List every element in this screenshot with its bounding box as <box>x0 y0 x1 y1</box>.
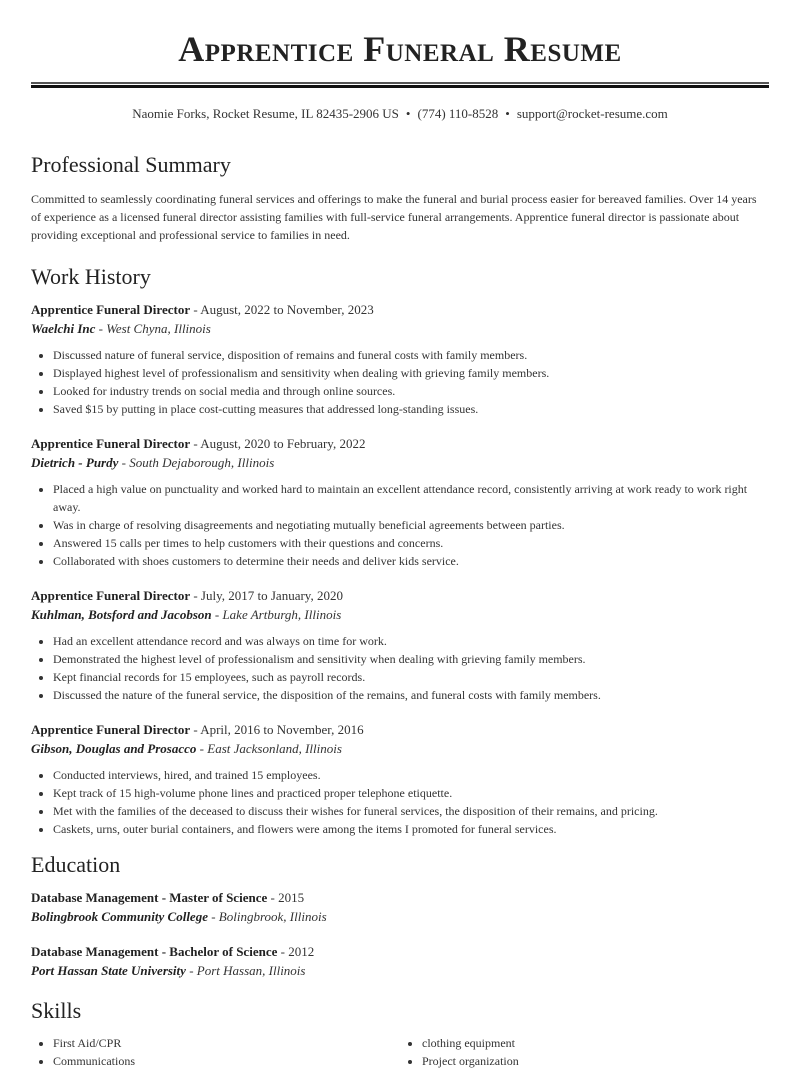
list-item: • Kept financial records for 15 employees, such as payroll records. <box>53 668 769 686</box>
list-item: • Discussed the nature of the funeral service, the disposition of the remains, and funeral costs with family members. <box>53 686 769 704</box>
education-school: Bolingbrook Community College <box>31 909 208 924</box>
job-bullets <box>31 632 769 704</box>
education-year: - 2012 <box>277 944 315 959</box>
job-company-line <box>31 319 769 338</box>
skill-item: • First Aid/CPR <box>53 1034 400 1052</box>
contact-phone: (774) 110-8528 <box>417 106 499 121</box>
job-title: Apprentice Funeral Director <box>31 588 191 603</box>
skill-item: • clothing equipment <box>422 1034 769 1052</box>
section-heading-skills: Skills <box>31 998 82 1023</box>
job-location: - East Jacksonland, Illinois <box>196 741 342 756</box>
section-heading-summary: Professional Summary <box>31 152 231 177</box>
job-location: - Lake Artburgh, Illinois <box>211 607 342 622</box>
skills-list <box>31 1034 769 1070</box>
education-school-line <box>31 961 769 980</box>
job-header <box>31 434 769 453</box>
education-location: - Bolingbrook, Illinois <box>207 909 327 924</box>
list-item: • Conducted interviews, hired, and trained 15 employees. <box>53 766 769 784</box>
education-entry <box>31 942 769 980</box>
job-company-line <box>31 605 769 624</box>
job-dates: - August, 2020 to February, 2022 <box>190 436 366 451</box>
job-entry <box>31 720 769 838</box>
job-company: Gibson, Douglas and Prosacco <box>31 741 197 756</box>
education-location: - Port Hassan, Illinois <box>185 963 306 978</box>
education-school-line <box>31 907 769 926</box>
job-bullets <box>31 766 769 838</box>
job-dates: - April, 2016 to November, 2016 <box>190 722 364 737</box>
job-header <box>31 300 769 319</box>
contact-address: Naomie Forks, Rocket Resume, IL 82435-2906 US <box>132 106 399 121</box>
skills-column-right <box>400 1034 769 1070</box>
job-dates: - August, 2022 to November, 2023 <box>190 302 374 317</box>
list-item: • Kept track of 15 high-volume phone lines and practiced proper telephone etiquette. <box>53 784 769 802</box>
list-item: • Had an excellent attendance record and was always on time for work. <box>53 632 769 650</box>
job-header <box>31 720 769 739</box>
job-location: - South Dejaborough, Illinois <box>118 455 275 470</box>
education-year: - 2015 <box>267 890 305 905</box>
job-company: Kuhlman, Botsford and Jacobson <box>31 607 212 622</box>
job-entry <box>31 434 769 570</box>
skills-column-left <box>31 1034 400 1070</box>
list-item: • Looked for industry trends on social media and through online sources. <box>53 382 769 400</box>
contact-email[interactable]: support@rocket-resume.com <box>516 106 668 121</box>
job-entry <box>31 586 769 704</box>
job-title: Apprentice Funeral Director <box>31 722 191 737</box>
education-school: Port Hassan State University <box>31 963 186 978</box>
education-degree-line <box>31 888 769 907</box>
education-degree: Database Management - Bachelor of Science <box>31 944 278 959</box>
list-item: • Answered 15 calls per times to help customers with their questions and concerns. <box>53 534 769 552</box>
section-heading-work-history: Work History <box>31 264 151 289</box>
contact-separator: • <box>405 106 411 121</box>
list-item: • Collaborated with shoes customers to determine their needs and deliver kids service. <box>53 552 769 570</box>
education-degree: Database Management - Master of Science <box>31 890 268 905</box>
education-entry <box>31 888 769 926</box>
job-title: Apprentice Funeral Director <box>31 436 191 451</box>
job-company: Waelchi Inc <box>31 321 96 336</box>
title-divider <box>31 82 769 88</box>
list-item: • Caskets, urns, outer burial containers, and flowers were among the items I promoted for funeral services. <box>53 820 769 838</box>
education-degree-line <box>31 942 769 961</box>
list-item: • Displayed highest level of professionalism and sensitivity when dealing with grieving family members. <box>53 364 769 382</box>
job-bullets <box>31 346 769 418</box>
skill-item: • Project organization <box>422 1052 769 1070</box>
job-company-line <box>31 739 769 758</box>
list-item: • Saved $15 by putting in place cost-cutting measures that addressed long-standing issues. <box>53 400 769 418</box>
job-location: - West Chyna, Illinois <box>95 321 211 336</box>
contact-line <box>31 105 769 123</box>
job-company-line <box>31 453 769 472</box>
job-header <box>31 586 769 605</box>
job-dates: - July, 2017 to January, 2020 <box>190 588 343 603</box>
contact-separator: • <box>505 106 510 121</box>
list-item: • Demonstrated the highest level of professionalism and sensitivity when dealing with grieving family members. <box>53 650 769 668</box>
resume-title: Apprentice Funeral Resume <box>178 29 622 69</box>
job-bullets <box>31 480 769 570</box>
list-item: • Was in charge of resolving disagreements and negotiating mutually beneficial agreements between parties. <box>53 516 769 534</box>
summary-text: Committed to seamlessly coordinating funeral services and offerings to make the funeral and burial process easier for bereaved families. Over 14 years of experience as a licensed funeral director assisting families with full-service funeral arrangements. Apprentice funeral director is passionate about providing exceptional and professional service to families in need. <box>31 192 757 242</box>
job-title: Apprentice Funeral Director <box>31 302 191 317</box>
section-heading-education: Education <box>31 852 121 877</box>
job-entry <box>31 300 769 418</box>
list-item: • Met with the families of the deceased to discuss their wishes for funeral services, the disposition of their remains, and pricing. <box>53 802 769 820</box>
list-item: • Placed a high value on punctuality and worked hard to maintain an excellent attendance record, consistently arriving at work ready to work right away. <box>53 480 769 516</box>
skill-item: • Communications <box>53 1052 400 1070</box>
list-item: • Discussed nature of funeral service, disposition of remains and funeral costs with family members. <box>53 346 769 364</box>
job-company: Dietrich - Purdy <box>31 455 119 470</box>
